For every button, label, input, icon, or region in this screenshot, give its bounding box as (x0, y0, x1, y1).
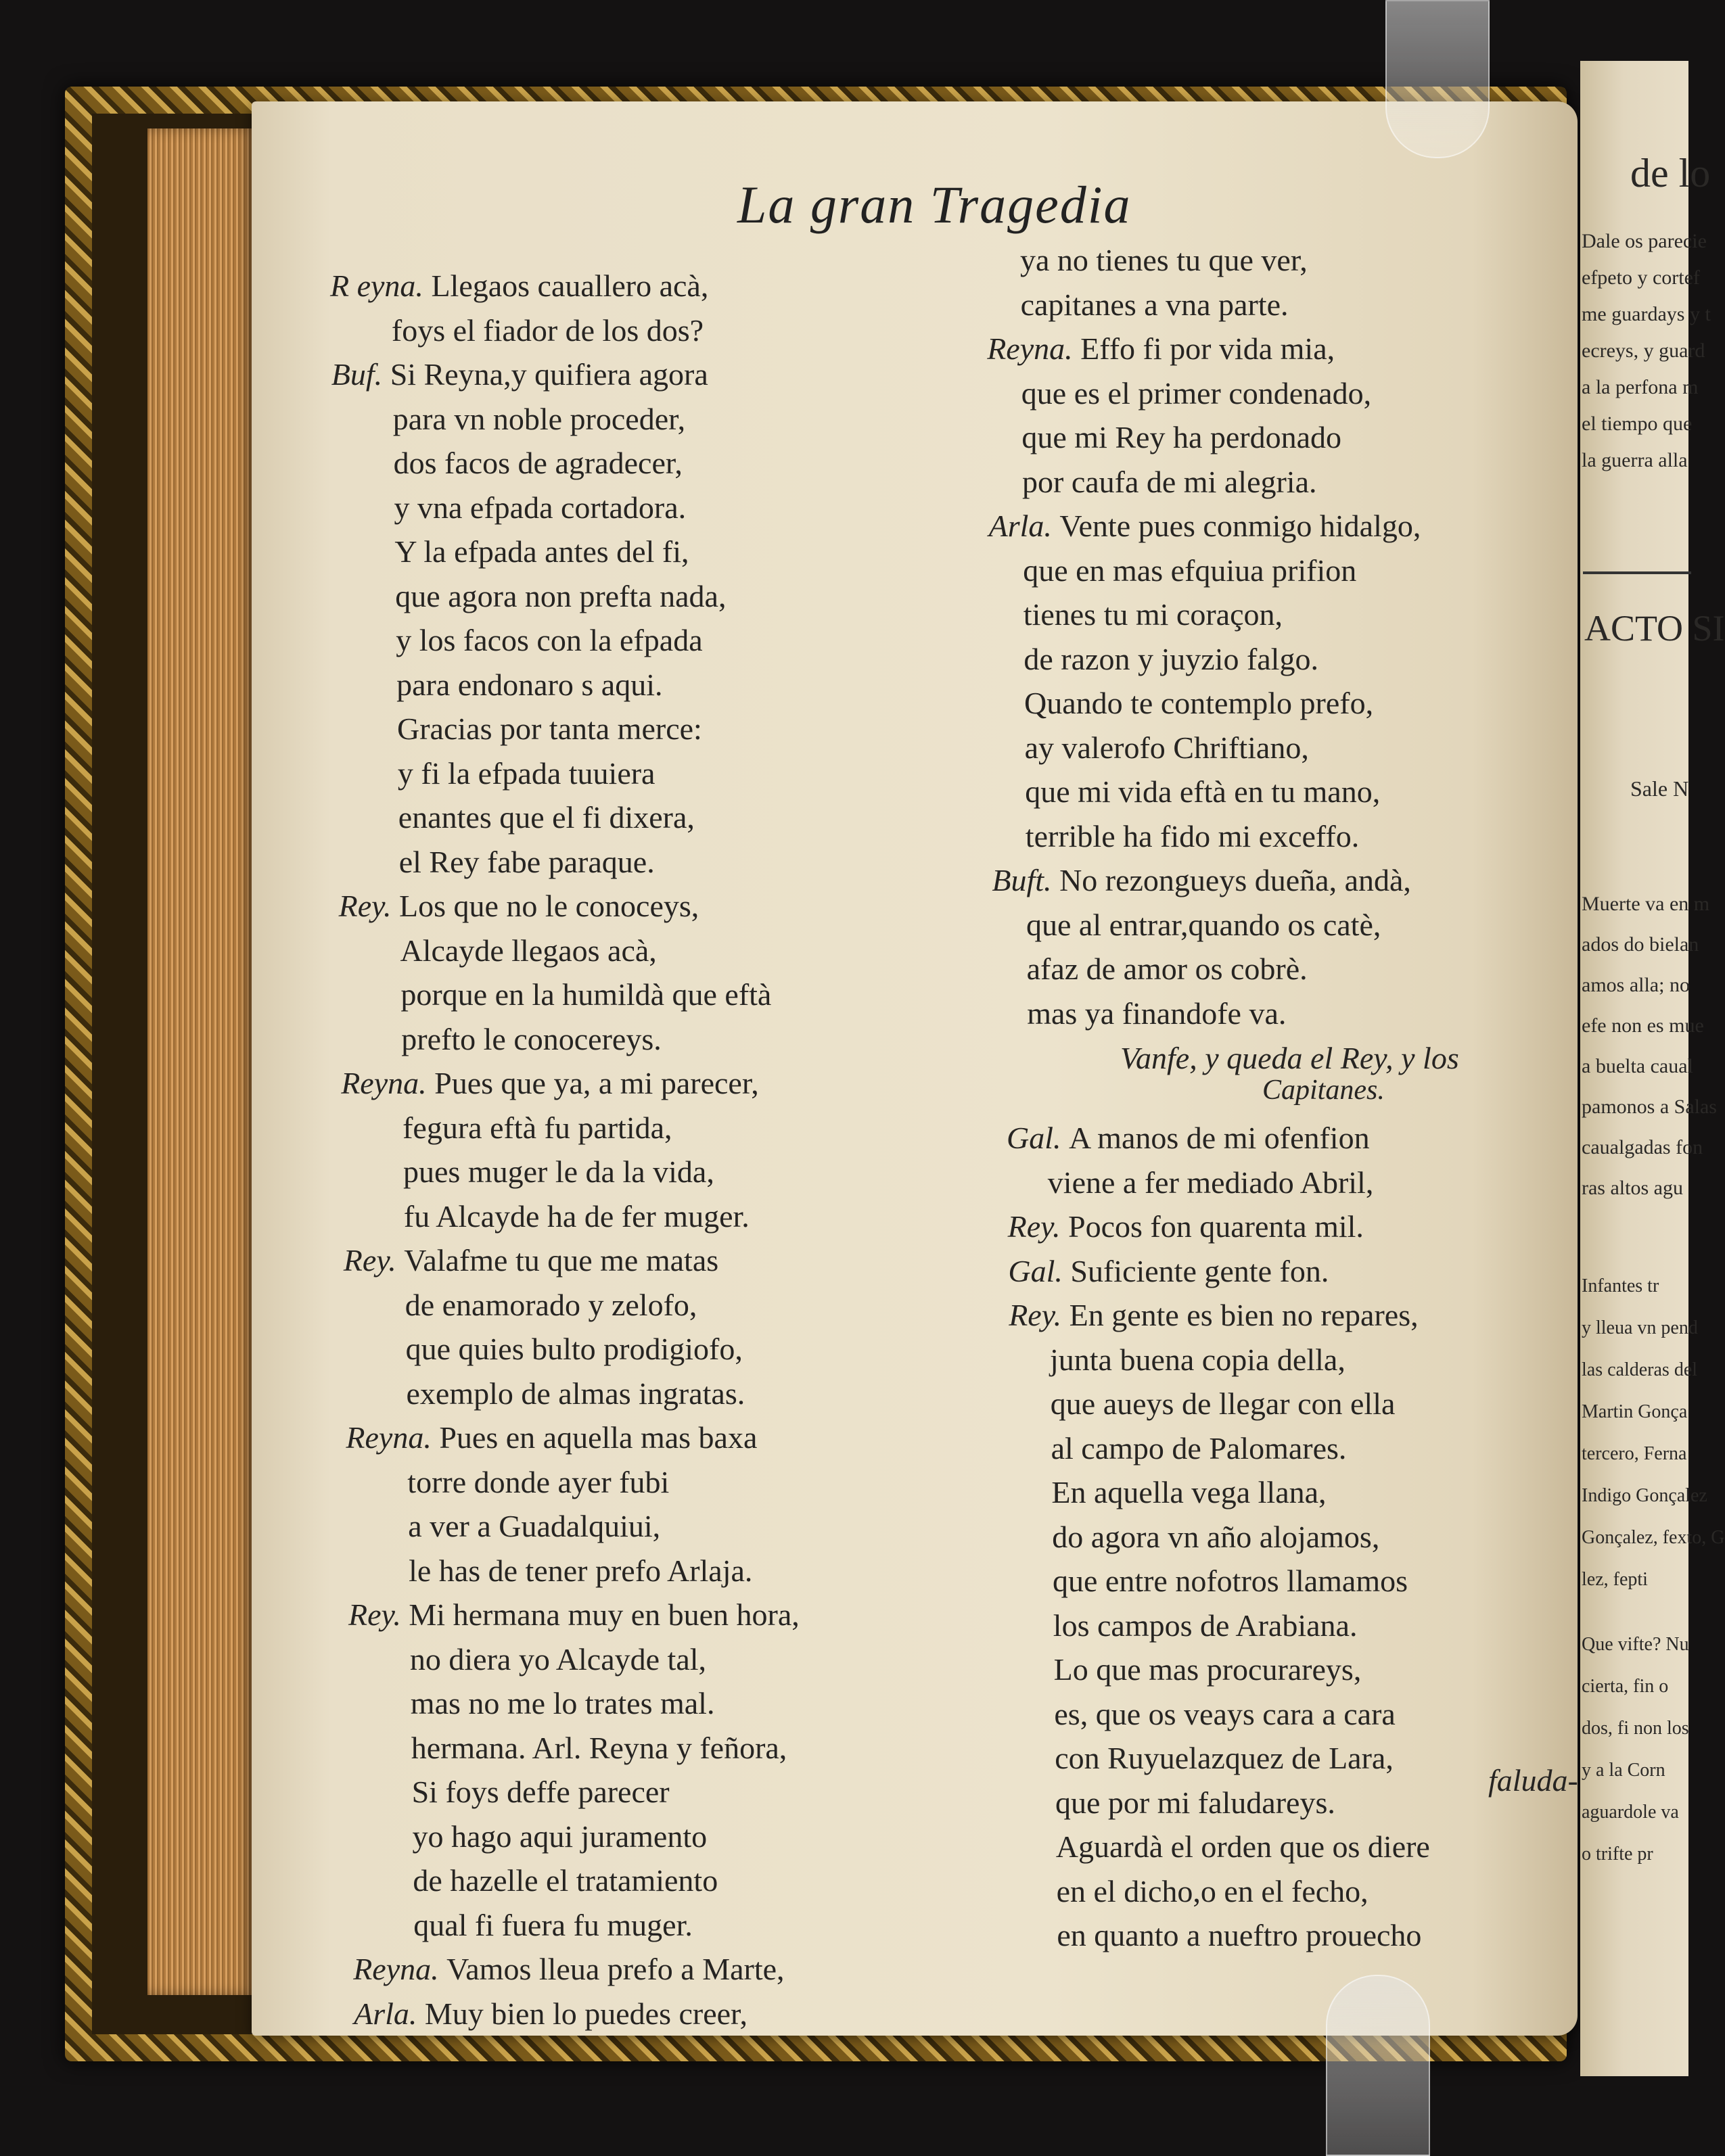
stage-direction-line-2: Capitanes. (1262, 1075, 1385, 1106)
verse-text: Quando te contemplo prefo, (1024, 686, 1374, 720)
verse-text: Suficiente gente fon. (1070, 1253, 1329, 1288)
verse-line (407, 1461, 669, 1503)
verse-line (1050, 1339, 1346, 1381)
verse-line (395, 576, 726, 617)
verse-line (394, 531, 689, 573)
facing-page-line: a la perfona m (1582, 376, 1699, 398)
verse-text: terrible ha fido mi exceffo. (1025, 818, 1360, 853)
speaker-name: Buft. (992, 863, 1060, 897)
verse-line (1027, 948, 1308, 990)
verse-line (1021, 373, 1371, 415)
verse-text: pues muger le da la vida, (403, 1154, 714, 1189)
verse-line (346, 1417, 757, 1459)
stage-direction-line-1: Vanfe, y queda el Rey, y los (1120, 1041, 1459, 1075)
verse-text: do agora vn año alojamos, (1052, 1519, 1380, 1554)
speaker-name: Reyna. (341, 1066, 435, 1100)
speaker-name: Buf. (331, 357, 390, 392)
speaker-name: Arla. (988, 509, 1060, 543)
verse-text: Si Reyna,y quifiera agora (390, 357, 708, 392)
speaker-name: Rey. (338, 889, 399, 923)
verse-text: por caufa de mi alegria. (1022, 464, 1317, 499)
verse-line (1020, 239, 1308, 281)
verse-line (411, 1727, 787, 1769)
page-clip-top (1385, 0, 1490, 158)
verse-line (392, 310, 704, 352)
verse-line (396, 664, 662, 706)
facing-page-line: me guardays y t (1582, 303, 1711, 325)
verse-text: hermana. Arl. Reyna y feñora, (411, 1730, 787, 1765)
verse-text: Los que no le conoceys, (399, 889, 699, 923)
verse-text: que al entrar,quando os catè, (1026, 907, 1381, 942)
facing-page-line: el tiempo que (1582, 413, 1693, 435)
facing-page-line: ras altos agu (1582, 1177, 1683, 1199)
verse-line (404, 1196, 750, 1238)
verse-line (354, 1993, 748, 2035)
verse-text: Effo fi por vida mia, (1080, 331, 1335, 366)
verse-text: porque en la humildà que eftà (400, 977, 772, 1012)
verse-text: que en mas efquiua prifion (1023, 553, 1357, 588)
verse-line (413, 1816, 708, 1858)
verse-line (1053, 1560, 1408, 1602)
verse-text: el Rey fabe paraque. (398, 844, 655, 879)
speaker-name: R eyna. (330, 268, 432, 303)
facing-page-line: y a la Corn (1582, 1760, 1665, 1781)
facing-page-line: y lleua vn pend (1582, 1317, 1698, 1338)
verse-text: ay valerofo Chriftiano, (1024, 730, 1309, 765)
facing-page-line: lez, fepti (1582, 1569, 1648, 1590)
verse-line (413, 1904, 693, 1946)
verse-line (396, 619, 702, 661)
verse-text: los campos de Arabiana. (1053, 1608, 1358, 1643)
verse-line (1008, 1206, 1364, 1248)
verse-text: que agora non prefta nada, (395, 578, 727, 613)
verse-line (413, 1860, 718, 1902)
verse-line (399, 841, 655, 883)
verse-line (403, 1151, 714, 1193)
speaker-name: Rey. (1009, 1298, 1070, 1332)
verse-line (1048, 1162, 1374, 1204)
verse-line (987, 328, 1335, 370)
verse-text: No rezongueys dueña, andà, (1059, 863, 1411, 897)
verse-text: Y la efpada antes del fi, (394, 534, 689, 569)
verse-line (1056, 1826, 1430, 1868)
verse-text: con Ruyuelazquez de Lara, (1055, 1741, 1394, 1775)
verse-text: Pues en aquella mas baxa (439, 1420, 758, 1455)
verse-text: ya no tienes tu que ver, (1020, 243, 1308, 277)
facing-page-line: las calderas del (1582, 1359, 1698, 1380)
facing-page-line: caualgadas fon (1582, 1136, 1703, 1158)
facing-page-line: Martin Gonça (1582, 1401, 1688, 1422)
verse-text: En gente es bien no repares, (1069, 1298, 1419, 1332)
speaker-name: Rey. (343, 1243, 405, 1278)
verse-line (405, 1284, 697, 1326)
facing-page-line: pamonos a Salas (1582, 1096, 1717, 1118)
verse-text: y vna efpada cortadora. (394, 490, 687, 525)
verse-line (1057, 1915, 1421, 1956)
verse-line (408, 1505, 660, 1547)
verse-line (992, 860, 1411, 901)
verse-line (1021, 284, 1289, 326)
verse-text: es, que os veays cara a cara (1054, 1696, 1396, 1731)
facing-page-line: Que vifte? Nu (1582, 1634, 1689, 1655)
facing-page-line: Dale os parecie (1582, 230, 1707, 252)
page-edges (147, 128, 256, 1995)
verse-text: Vamos lleua prefo a Marte, (446, 1952, 785, 1986)
verse-line (1022, 461, 1317, 503)
verse-text: exemplo de almas ingratas. (406, 1376, 745, 1411)
facing-page-line: efpeto y cortef (1582, 266, 1700, 289)
verse-text: para vn noble proceder, (392, 401, 686, 436)
verse-line (1051, 1383, 1396, 1425)
verse-text: de enamorado y zelofo, (405, 1287, 697, 1322)
verse-text: que por mi faludareys. (1055, 1785, 1335, 1820)
verse-text: Llegaos cauallero acà, (431, 268, 709, 303)
verse-text: Aguardà el orden que os diere (1055, 1829, 1430, 1864)
facing-page-rule (1583, 571, 1691, 574)
facing-page-line: o trifte pr (1582, 1844, 1653, 1865)
verse-line (410, 1639, 706, 1681)
verse-line (406, 1328, 743, 1370)
verse-line (353, 1948, 784, 1990)
verse-text: que aueys de llegar con ella (1050, 1386, 1396, 1421)
verse-text: al campo de Palomares. (1051, 1430, 1347, 1466)
catchword: faluda- (1488, 1763, 1578, 1798)
verse-line (412, 1771, 670, 1813)
verse-line (1052, 1516, 1379, 1558)
verse-text: y fi la efpada tuuiera (397, 755, 656, 791)
facing-page-line: efe non es mue (1582, 1014, 1704, 1037)
verse-line (1057, 1871, 1368, 1913)
verse-line (400, 974, 771, 1016)
verse-text: Lo que mas procurareys, (1053, 1652, 1362, 1687)
verse-text: a ver a Guadalquiui, (408, 1509, 661, 1543)
facing-page-line: Infantes tr (1582, 1275, 1659, 1296)
verse-line (1026, 816, 1359, 858)
verse-line (1025, 727, 1309, 769)
verse-text: Alcayde llegaos acà, (400, 933, 657, 968)
page-clip-bottom (1326, 1975, 1430, 2156)
verse-line (398, 797, 695, 839)
verse-line (331, 354, 708, 396)
verse-text: en el dicho,o en el fecho, (1056, 1873, 1368, 1908)
verse-line (1021, 417, 1341, 459)
verse-text: junta buena copia della, (1050, 1342, 1346, 1377)
facing-page-line: Gonçalez, fexto, G (1582, 1527, 1725, 1548)
verse-text: en quanto a nueftro prouecho (1057, 1918, 1422, 1952)
verse-line (1027, 993, 1286, 1035)
verse-text: Gracias por tanta merce: (397, 711, 702, 746)
facing-page-header: de lo (1630, 151, 1711, 195)
facing-page-line: ados do bielan (1582, 933, 1699, 956)
verse-line (1054, 1693, 1395, 1735)
verse-text: de hazelle el tratamiento (413, 1863, 718, 1898)
facing-page-line: aguardole va (1582, 1802, 1679, 1823)
verse-text: para endonaro s aqui. (396, 667, 663, 702)
verse-text: Si foys deffe parecer (411, 1775, 670, 1809)
verse-text: Vente pues conmigo hidalgo, (1059, 509, 1421, 543)
verse-line (394, 487, 687, 529)
verse-line (1053, 1605, 1358, 1647)
verse-text: Muy bien lo puedes creer, (424, 1996, 748, 2031)
verse-line (1054, 1649, 1362, 1691)
verse-line (1024, 594, 1283, 636)
verse-line (330, 265, 708, 307)
verse-line (402, 1107, 672, 1149)
verse-line (1055, 1782, 1335, 1824)
facing-page-line: tercero, Ferna (1582, 1443, 1687, 1464)
verse-text: prefto le conocereys. (401, 1021, 662, 1056)
verse-line (989, 505, 1421, 547)
verse-line (1024, 682, 1373, 724)
verse-text: no diera yo Alcayde tal, (409, 1641, 707, 1677)
verse-line (1051, 1472, 1326, 1514)
verse-line (1055, 1737, 1394, 1779)
verse-line (400, 930, 657, 972)
verse-text: que mi vida eftà en tu mano, (1025, 774, 1381, 809)
verse-text: de razon y juyzio falgo. (1024, 641, 1318, 676)
verse-line (1026, 904, 1381, 946)
verse-line (394, 442, 683, 484)
verse-text: fu Alcayde ha de fer muger. (403, 1198, 750, 1234)
verse-line (341, 1062, 759, 1104)
verse-text: viene a fer mediado Abril, (1047, 1165, 1374, 1200)
verse-line (1008, 1250, 1329, 1292)
verse-line (398, 753, 656, 795)
verse-text: le has de tener prefo Arlaja. (409, 1553, 753, 1588)
verse-text: mas no me lo trates mal. (410, 1686, 715, 1720)
verse-text: Mi hermana muy en buen hora, (409, 1597, 800, 1632)
verse-line (1023, 550, 1356, 592)
facing-page-line: la guerra alla (1582, 449, 1688, 471)
verse-text: afaz de amor os cobrè. (1026, 952, 1308, 986)
facing-page-line: ecreys, y guard (1582, 339, 1705, 362)
verse-text: mas ya finandofe va. (1027, 995, 1287, 1031)
facing-page-act-title: ACTO SI (1584, 608, 1725, 649)
speaker-name: Reyna. (353, 1952, 447, 1986)
verse-text: que es el primer condenado, (1021, 375, 1372, 411)
verse-text: Pues que ya, a mi parecer, (434, 1066, 759, 1100)
facing-page-line: a buelta caual (1582, 1055, 1693, 1077)
page-header: La gran Tragedia (737, 175, 1132, 234)
verse-line (344, 1240, 718, 1282)
verse-text: En aquella vega llana, (1051, 1475, 1327, 1509)
verse-text: enantes que el fi dixera, (398, 800, 695, 835)
verse-text: tienes tu mi coraçon, (1023, 597, 1283, 632)
verse-line (409, 1550, 752, 1592)
verse-text: fegura eftà fu partida, (402, 1110, 672, 1145)
speaker-name: Gal. (1008, 1253, 1071, 1288)
verse-line (1051, 1428, 1347, 1470)
verse-text: Pocos fon quarenta mil. (1068, 1209, 1364, 1244)
verse-text: dos facos de agradecer, (393, 446, 683, 480)
verse-text: que mi Rey ha perdonado (1021, 420, 1342, 454)
facing-page-line: Indigo Gonçalez (1582, 1485, 1707, 1506)
verse-line (1007, 1117, 1370, 1159)
speaker-name: Arla. (354, 1996, 425, 2031)
speaker-name: Gal. (1007, 1121, 1069, 1155)
verse-text: que entre nofotros llamamos (1053, 1564, 1408, 1598)
verse-text: qual fi fuera fu muger. (413, 1907, 693, 1942)
facing-page-line: amos alla; no (1582, 974, 1690, 996)
speaker-name: Reyna. (346, 1420, 440, 1455)
verse-text: y los facos con la efpada (396, 623, 703, 657)
verse-line (407, 1373, 745, 1415)
verse-line (348, 1594, 800, 1636)
facing-page-line: Muerte va en m (1582, 893, 1710, 915)
verse-text: A manos de mi ofenfion (1069, 1121, 1370, 1155)
verse-line (393, 398, 685, 440)
verse-line (397, 708, 702, 750)
verse-text: que quies bulto prodigiofo, (405, 1332, 743, 1366)
verse-text: yo hago aqui juramento (412, 1819, 708, 1854)
verse-line (1025, 771, 1380, 813)
verse-line (411, 1683, 715, 1725)
verse-line (1009, 1294, 1418, 1336)
facing-page-stage-direction: Sale N (1630, 776, 1689, 801)
verse-text: torre donde ayer fubi (407, 1464, 670, 1499)
verse-text: foys el fiador de los dos? (391, 312, 704, 348)
verse-text: capitanes a vna parte. (1020, 287, 1289, 322)
facing-page-line: dos, fi non los (1582, 1718, 1689, 1739)
verse-line (1024, 638, 1318, 680)
facing-page-line: cierta, fin o (1582, 1676, 1669, 1697)
speaker-name: Rey. (348, 1597, 409, 1632)
speaker-name: Reyna. (987, 331, 1081, 366)
verse-text: Valafme tu que me matas (404, 1243, 719, 1278)
verse-line (339, 885, 699, 927)
speaker-name: Rey. (1007, 1209, 1068, 1244)
verse-line (401, 1018, 661, 1060)
